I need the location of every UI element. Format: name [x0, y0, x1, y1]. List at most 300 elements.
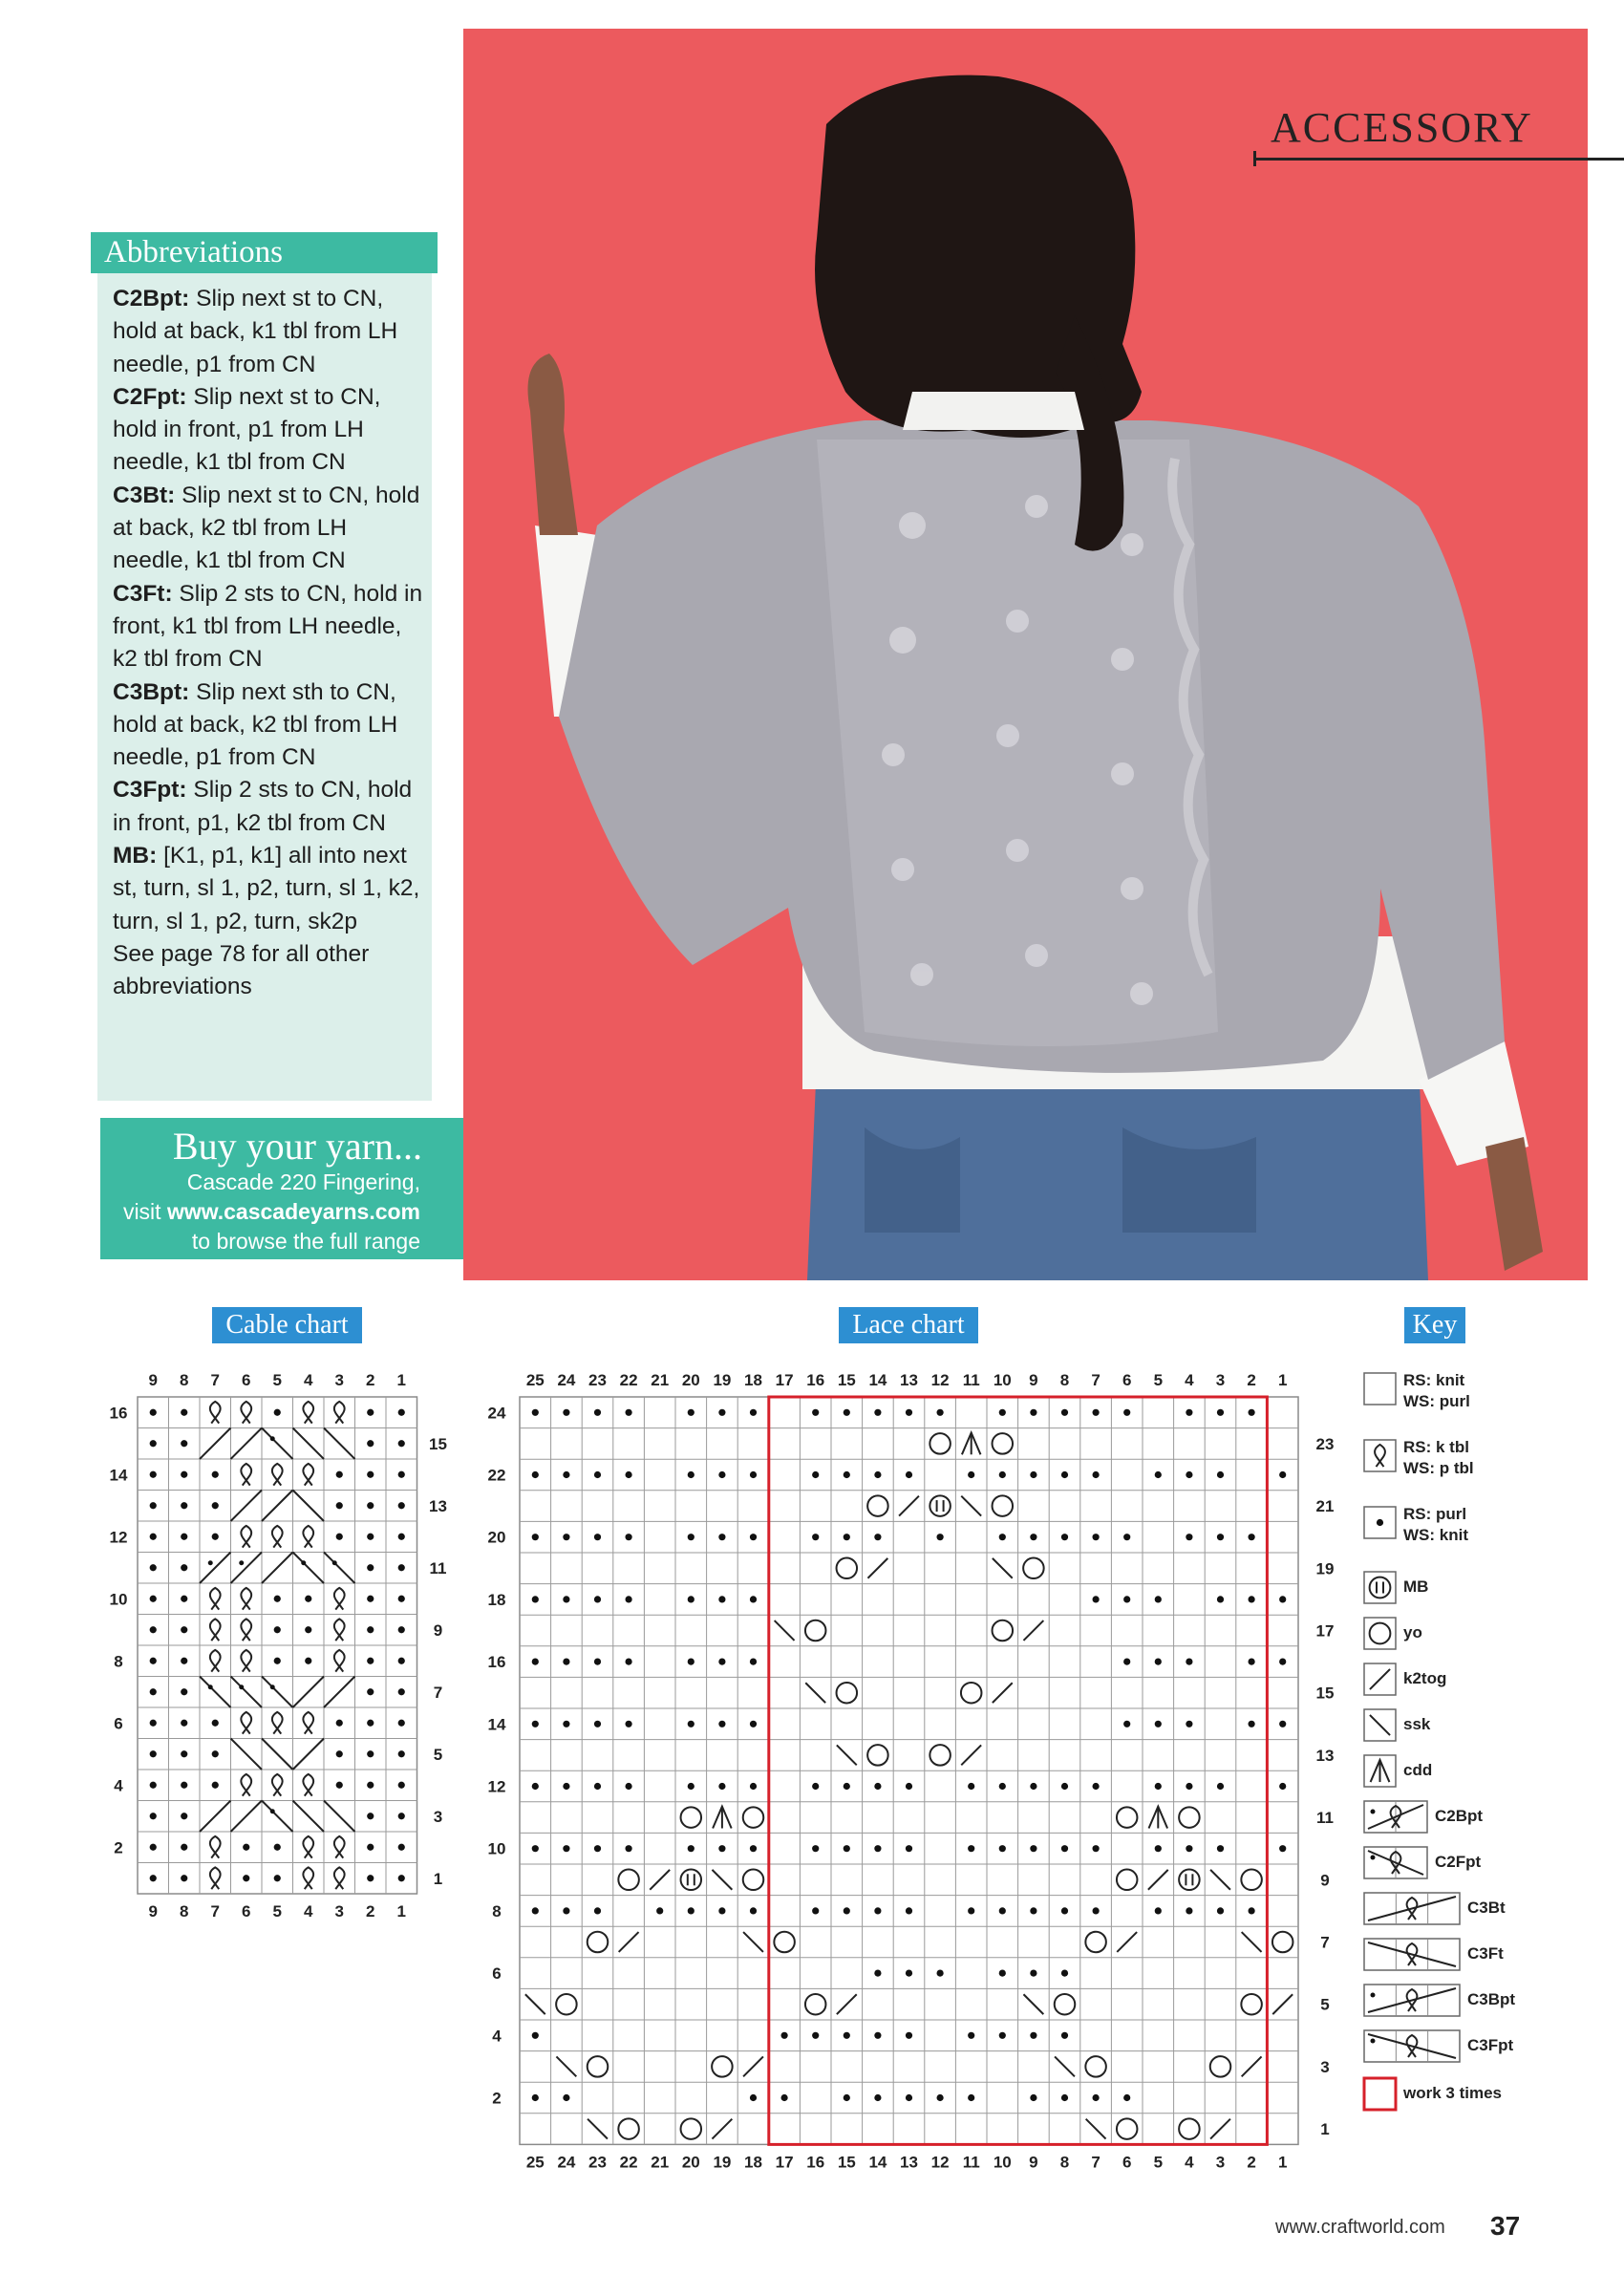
- lace-col-label: 3: [1215, 2153, 1226, 2172]
- purl-dot: [367, 1471, 374, 1478]
- purl-dot: [750, 1783, 757, 1790]
- purl-dot: [626, 1721, 632, 1727]
- purl-dot: [1217, 1596, 1224, 1602]
- purl-dot: [563, 1659, 569, 1665]
- purl-dot: [812, 2032, 819, 2039]
- purl-dot: [874, 1409, 881, 1416]
- purl-dot: [1123, 1659, 1130, 1665]
- cable-row-label: 8: [114, 1652, 123, 1671]
- cable-row-label: 2: [114, 1838, 123, 1857]
- purl-dot: [812, 1907, 819, 1914]
- purl-dot: [968, 1471, 974, 1478]
- abbr-note: See page 78 for all other abbreviations: [113, 940, 370, 1000]
- purl-dot: [532, 1409, 539, 1416]
- purl-dot: [398, 1844, 405, 1851]
- purl-dot: [1061, 2032, 1068, 2039]
- lace-row-label: 15: [1315, 1684, 1335, 1703]
- purl-dot: [1030, 1409, 1036, 1416]
- lace-col-label: 13: [900, 2153, 918, 2172]
- lace-col-label: 6: [1122, 1371, 1132, 1389]
- page-number: 37: [1490, 2211, 1521, 2241]
- purl-dot: [181, 1720, 187, 1727]
- buy-yarn-line1: Cascade 220 Fingering,: [186, 1169, 420, 1194]
- purl-dot: [150, 1813, 157, 1819]
- key-label-yo: [1403, 1622, 1422, 1643]
- lace-col-label: 7: [1091, 2153, 1100, 2172]
- key-text-line: cdd: [1403, 1761, 1433, 1779]
- cable-row-label: 7: [433, 1683, 443, 1702]
- lace-col-label: 10: [993, 1371, 1012, 1389]
- purl-dot: [1093, 1783, 1100, 1790]
- key-label-c3bt: [1467, 1898, 1506, 1919]
- purl-dot: [874, 1845, 881, 1852]
- purl-dot: [1186, 1721, 1192, 1727]
- lace-col-label: 16: [806, 2153, 825, 2172]
- lace-col-label: 16: [806, 1371, 825, 1389]
- section-label: ACCESSORY: [1271, 104, 1533, 151]
- lace-col-label: 18: [744, 2153, 762, 2172]
- purl-dot: [1093, 1534, 1100, 1540]
- cable-col-label: 2: [366, 1902, 375, 1920]
- purl-dot: [999, 1534, 1006, 1540]
- lace-row-label: 9: [1320, 1871, 1330, 1890]
- purl-dot: [181, 1688, 187, 1695]
- purl-dot: [937, 2094, 944, 2101]
- purl-dot: [150, 1409, 157, 1416]
- key-text-line: RS: k tbl: [1403, 1438, 1469, 1456]
- purl-dot: [367, 1534, 374, 1540]
- purl-dot: [398, 1626, 405, 1633]
- cable-row-label: 9: [433, 1620, 443, 1640]
- purl-dot: [1186, 1845, 1192, 1852]
- purl-dot: [563, 1845, 569, 1852]
- lace-col-label: 20: [681, 1371, 700, 1389]
- purl-dot: [1123, 1409, 1130, 1416]
- footer-url[interactable]: www.craftworld.com: [1275, 2217, 1445, 2238]
- purl-dot: [937, 1534, 944, 1540]
- purl-dot: [212, 1782, 219, 1789]
- purl-dot: [181, 1782, 187, 1789]
- lace-col-label: 17: [775, 1371, 794, 1389]
- purl-dot: [181, 1564, 187, 1571]
- lace-row-label: 12: [487, 1777, 506, 1796]
- purl-dot: [874, 1907, 881, 1914]
- purl-dot: [1093, 2094, 1100, 2101]
- purl-dot: [1249, 1596, 1255, 1602]
- purl-dot: [532, 1534, 539, 1540]
- purl-dot: [999, 1845, 1006, 1852]
- lace-row-label: 17: [1315, 1621, 1335, 1641]
- purl-dot: [274, 1844, 281, 1851]
- cable-col-label: 1: [396, 1902, 406, 1920]
- purl-dot: [367, 1658, 374, 1664]
- purl-dot: [1279, 1783, 1286, 1790]
- purl-dot: [150, 1471, 157, 1478]
- purl-dot: [688, 1596, 694, 1602]
- purl-dot: [336, 1471, 343, 1478]
- purl-dot: [874, 2032, 881, 2039]
- key-label-c3fpt: [1467, 2035, 1513, 2056]
- purl-dot: [150, 1596, 157, 1602]
- lace-row-label: 6: [492, 1964, 502, 1984]
- purl-dot: [999, 1783, 1006, 1790]
- purl-dot: [367, 1813, 374, 1819]
- purl-dot: [563, 1534, 569, 1540]
- cable-col-label: 6: [242, 1902, 251, 1920]
- purl-dot: [594, 1471, 601, 1478]
- purl-dot: [150, 1688, 157, 1695]
- purl-dot: [532, 2094, 539, 2101]
- lace-row-label: 19: [1315, 1559, 1335, 1578]
- purl-dot: [688, 1534, 694, 1540]
- lace-row-label: 8: [492, 1901, 502, 1920]
- purl-dot: [398, 1658, 405, 1664]
- purl-dot: [594, 1596, 601, 1602]
- purl-dot: [181, 1875, 187, 1881]
- lace-row-label: 18: [487, 1590, 506, 1609]
- purl-dot: [999, 1471, 1006, 1478]
- purl-dot: [212, 1534, 219, 1540]
- purl-dot: [532, 1721, 539, 1727]
- purl-dot: [844, 2094, 850, 2101]
- purl-dot: [844, 1783, 850, 1790]
- purl-dot: [1186, 1783, 1192, 1790]
- purl-dot: [781, 2032, 788, 2039]
- purl-dot: [1030, 1907, 1036, 1914]
- key-text-line: k2tog: [1403, 1669, 1447, 1687]
- purl-dot: [274, 1626, 281, 1633]
- purl-dot: [750, 1845, 757, 1852]
- purl-dot: [1061, 1970, 1068, 1977]
- purl-dot: [1186, 1659, 1192, 1665]
- purl-dot: [1217, 1907, 1224, 1914]
- cable-col-label: 3: [334, 1371, 344, 1389]
- purl-dot: [336, 1534, 343, 1540]
- cable-col-label: 4: [304, 1902, 313, 1920]
- purl-dot: [874, 1534, 881, 1540]
- purl-dot: [718, 1409, 725, 1416]
- cable-row-label: 16: [109, 1404, 128, 1423]
- lace-row-label: 11: [1316, 1809, 1334, 1828]
- lace-col-label: 12: [930, 2153, 950, 2172]
- purl-dot: [594, 1783, 601, 1790]
- lace-col-label: 18: [744, 1371, 762, 1389]
- cable-col-label: 8: [180, 1902, 189, 1920]
- purl-dot: [1249, 1659, 1255, 1665]
- purl-dot: [398, 1596, 405, 1602]
- purl-dot: [906, 2094, 912, 2101]
- purl-dot: [398, 1502, 405, 1509]
- cable-col-label: 9: [148, 1902, 158, 1920]
- purl-dot: [812, 1845, 819, 1852]
- lace-col-label: 20: [681, 2153, 700, 2172]
- yarn-url-link[interactable]: www.cascadeyarns.com: [166, 1199, 420, 1224]
- purl-dot: [750, 1471, 757, 1478]
- purl-dot: [688, 1783, 694, 1790]
- purl-dot: [999, 2032, 1006, 2039]
- lace-col-label: 1: [1277, 2153, 1288, 2172]
- purl-dot: [243, 1875, 249, 1881]
- key-label-purl: [1403, 1504, 1468, 1546]
- lace-col-label: 7: [1091, 1371, 1100, 1389]
- purl-dot: [212, 1750, 219, 1757]
- purl-dot: [1155, 1659, 1162, 1665]
- key-title: Key: [1404, 1307, 1465, 1343]
- purl-dot: [367, 1844, 374, 1851]
- purl-dot: [563, 1907, 569, 1914]
- key-purl-dot: [1371, 1856, 1376, 1860]
- purl-dot: [532, 2032, 539, 2039]
- lace-col-label: 9: [1029, 1371, 1038, 1389]
- purl-dot: [750, 1596, 757, 1602]
- purl-dot: [398, 1720, 405, 1727]
- purl-dot: [1061, 1534, 1068, 1540]
- purl-dot: [274, 1596, 281, 1602]
- purl-dot: [1155, 1471, 1162, 1478]
- purl-dot: [718, 1471, 725, 1478]
- cable-col-label: 3: [334, 1902, 344, 1920]
- key-text-line: C3Ft: [1467, 1944, 1504, 1963]
- lace-row-label: 14: [487, 1715, 506, 1734]
- purl-dot: [844, 1907, 850, 1914]
- purl-dot: [750, 1721, 757, 1727]
- purl-dot: [626, 1845, 632, 1852]
- purl-dot: [1030, 1970, 1036, 1977]
- purl-dot: [626, 1659, 632, 1665]
- lace-col-label: 1: [1277, 1371, 1288, 1389]
- lace-col-label: 22: [619, 2153, 638, 2172]
- purl-dot: [718, 1783, 725, 1790]
- abbreviations-heading: Abbreviations: [91, 232, 438, 273]
- purl-dot: [1061, 2094, 1068, 2101]
- purl-dot: [181, 1626, 187, 1633]
- key-text-line: C3Bpt: [1467, 1990, 1516, 2008]
- purl-dot: [812, 1783, 819, 1790]
- purl-dot: [1249, 1534, 1255, 1540]
- lace-col-label: 15: [837, 1371, 856, 1389]
- purl-dot: [1217, 1534, 1224, 1540]
- purl-dot: [336, 1720, 343, 1727]
- purl-dot: [532, 1783, 539, 1790]
- lace-col-label: 14: [868, 1371, 887, 1389]
- key-text-line: WS: purl: [1403, 1392, 1470, 1410]
- purl-dot: [968, 2032, 974, 2039]
- purl-dot: [150, 1875, 157, 1881]
- purl-dot: [688, 1409, 694, 1416]
- lace-col-label: 3: [1215, 1371, 1226, 1389]
- purl-dot: [1030, 1471, 1036, 1478]
- purl-dot: [367, 1782, 374, 1789]
- purl-dot: [181, 1409, 187, 1416]
- lace-col-label: 9: [1029, 2153, 1038, 2172]
- purl-dot: [1279, 1845, 1286, 1852]
- purl-dot: [398, 1813, 405, 1819]
- cable-col-label: 9: [148, 1371, 158, 1389]
- lace-col-label: 21: [651, 1371, 670, 1389]
- purl-dot: [688, 1471, 694, 1478]
- purl-dot: [398, 1750, 405, 1757]
- lace-col-label: 23: [588, 1371, 607, 1389]
- cable-row-label: 15: [429, 1434, 447, 1453]
- cable-chart-title: Cable chart: [212, 1307, 362, 1343]
- purl-dot: [1155, 1783, 1162, 1790]
- cable-chart-grid: [110, 1371, 447, 1920]
- purl-dot: [1217, 1409, 1224, 1416]
- purl-dot: [1061, 1907, 1068, 1914]
- purl-dot: [367, 1596, 374, 1602]
- purl-dot: [212, 1471, 219, 1478]
- purl-dot: [150, 1658, 157, 1664]
- purl-dot: [305, 1658, 311, 1664]
- lace-col-label: 21: [651, 2153, 670, 2172]
- purl-dot: [1061, 1471, 1068, 1478]
- purl-dot: [532, 1845, 539, 1852]
- cable-row-label: 11: [429, 1558, 447, 1577]
- purl-dot: [563, 1409, 569, 1416]
- purl-dot: [563, 1471, 569, 1478]
- purl-dot: [181, 1844, 187, 1851]
- purl-dot: [999, 1409, 1006, 1416]
- purl-dot: [367, 1440, 374, 1447]
- purl-dot: [367, 1626, 374, 1633]
- purl-dot: [594, 1659, 601, 1665]
- purl-dot: [906, 1471, 912, 1478]
- purl-dot: [874, 1783, 881, 1790]
- lace-row-label: 10: [487, 1839, 506, 1858]
- purl-dot: [1093, 1845, 1100, 1852]
- purl-dot: [1217, 1471, 1224, 1478]
- abbr-item: C3Bt: Slip next st to CN, hold at back, k2 tbl from LH needle, k1 tbl from CN: [113, 482, 420, 574]
- purl-dot: [367, 1409, 374, 1416]
- lace-col-label: 14: [868, 2153, 887, 2172]
- purl-dot: [906, 1783, 912, 1790]
- purl-dot: [999, 1907, 1006, 1914]
- purl-dot: [718, 1596, 725, 1602]
- purl-dot: [750, 1534, 757, 1540]
- lace-col-label: 2: [1247, 2153, 1256, 2172]
- key-text-line: MB: [1403, 1577, 1429, 1596]
- purl-dot: [181, 1596, 187, 1602]
- purl-dot: [1155, 1721, 1162, 1727]
- purl-dot: [968, 1907, 974, 1914]
- key-label-c3ft: [1467, 1943, 1504, 1964]
- lace-row-label: 23: [1315, 1434, 1335, 1453]
- purl-dot: [532, 1471, 539, 1478]
- purl-dot: [594, 1845, 601, 1852]
- purl-dot: [968, 1845, 974, 1852]
- purl-dot: [1377, 1519, 1383, 1526]
- purl-dot: [750, 1907, 757, 1914]
- purl-dot: [181, 1658, 187, 1664]
- lace-row-label: 2: [492, 2089, 502, 2108]
- purl-dot: [150, 1782, 157, 1789]
- key-label-k2tog: [1403, 1668, 1446, 1689]
- purl-dot: [150, 1502, 157, 1509]
- purl-dot: [874, 1970, 881, 1977]
- lace-col-label: 25: [525, 2153, 545, 2172]
- purl-dot: [937, 1409, 944, 1416]
- lace-col-label: 5: [1153, 2153, 1164, 2172]
- purl-dot: [563, 1783, 569, 1790]
- purl-dot: [1093, 1596, 1100, 1602]
- purl-dot: [844, 1471, 850, 1478]
- lace-col-label: 11: [962, 2153, 980, 2172]
- purl-dot: [181, 1750, 187, 1757]
- purl-dot: [750, 1659, 757, 1665]
- abbr-item: C3Ft: Slip 2 sts to CN, hold in front, k1 tbl from LH needle, k2 tbl from CN: [113, 580, 423, 673]
- lace-row-label: 21: [1315, 1497, 1335, 1516]
- purl-dot: [718, 1845, 725, 1852]
- purl-dot: [1186, 1534, 1192, 1540]
- purl-dot: [1249, 1721, 1255, 1727]
- purl-dot: [150, 1720, 157, 1727]
- buy-yarn-title: Buy your yarn...: [172, 1125, 422, 1168]
- purl-dot: [336, 1502, 343, 1509]
- purl-dot: [626, 1596, 632, 1602]
- purl-dot: [398, 1564, 405, 1571]
- key-label-cdd: [1403, 1760, 1432, 1781]
- purl-dot: [594, 1534, 601, 1540]
- cable-row-label: 14: [109, 1466, 128, 1485]
- purl-dot: [656, 1907, 663, 1914]
- purl-dot: [718, 1907, 725, 1914]
- purl-dot: [906, 1970, 912, 1977]
- cable-col-label: 7: [210, 1902, 220, 1920]
- lace-row-label: 1: [1320, 2120, 1330, 2139]
- purl-dot: [150, 1750, 157, 1757]
- key-text-line: ssk: [1403, 1715, 1431, 1733]
- key-label-mb: [1403, 1577, 1428, 1598]
- purl-dot: [1279, 1659, 1286, 1665]
- purl-dot: [398, 1534, 405, 1540]
- purl-dot: [688, 1845, 694, 1852]
- key-text-line: C3Fpt: [1467, 2036, 1514, 2054]
- purl-dot: [594, 1721, 601, 1727]
- purl-dot: [1155, 1845, 1162, 1852]
- abbr-item: MB: [K1, p1, k1] all into next st, turn, sl 1, p2, turn, sl 1, k2, turn, sl 1, p2, turn, sk2p: [113, 843, 420, 934]
- purl-dot: [150, 1626, 157, 1633]
- purl-dot: [844, 1409, 850, 1416]
- key-label-c2fpt: [1435, 1852, 1481, 1873]
- purl-dot: [626, 1409, 632, 1416]
- lace-col-label: 12: [930, 1371, 950, 1389]
- purl-dot: [1123, 1721, 1130, 1727]
- purl-dot: [274, 1658, 281, 1664]
- lace-col-label: 24: [557, 1371, 576, 1389]
- purl-dot: [1093, 1471, 1100, 1478]
- key-label-blank: [1403, 1370, 1470, 1412]
- purl-dot: [874, 1471, 881, 1478]
- abbr-item: C2Bpt: Slip next st to CN, hold at back, k1 tbl from LH needle, p1 from CN: [113, 286, 398, 377]
- purl-dot: [750, 1409, 757, 1416]
- cable-col-label: 4: [304, 1371, 313, 1389]
- purl-dot: [1123, 1596, 1130, 1602]
- purl-dot: [1123, 2094, 1130, 2101]
- purl-dot: [1186, 1471, 1192, 1478]
- cable-row-label: 1: [433, 1869, 443, 1888]
- purl-dot: [626, 1534, 632, 1540]
- cable-col-label: 8: [180, 1371, 189, 1389]
- purl-dot: [367, 1564, 374, 1571]
- lace-col-label: 4: [1185, 1371, 1194, 1389]
- cable-row-label: 10: [109, 1590, 128, 1609]
- purl-dot: [906, 1409, 912, 1416]
- purl-dot: [181, 1502, 187, 1509]
- purl-dot: [398, 1875, 405, 1881]
- lace-chart-title: Lace chart: [839, 1307, 978, 1343]
- purl-dot: [906, 2032, 912, 2039]
- key-text-line: yo: [1403, 1623, 1422, 1642]
